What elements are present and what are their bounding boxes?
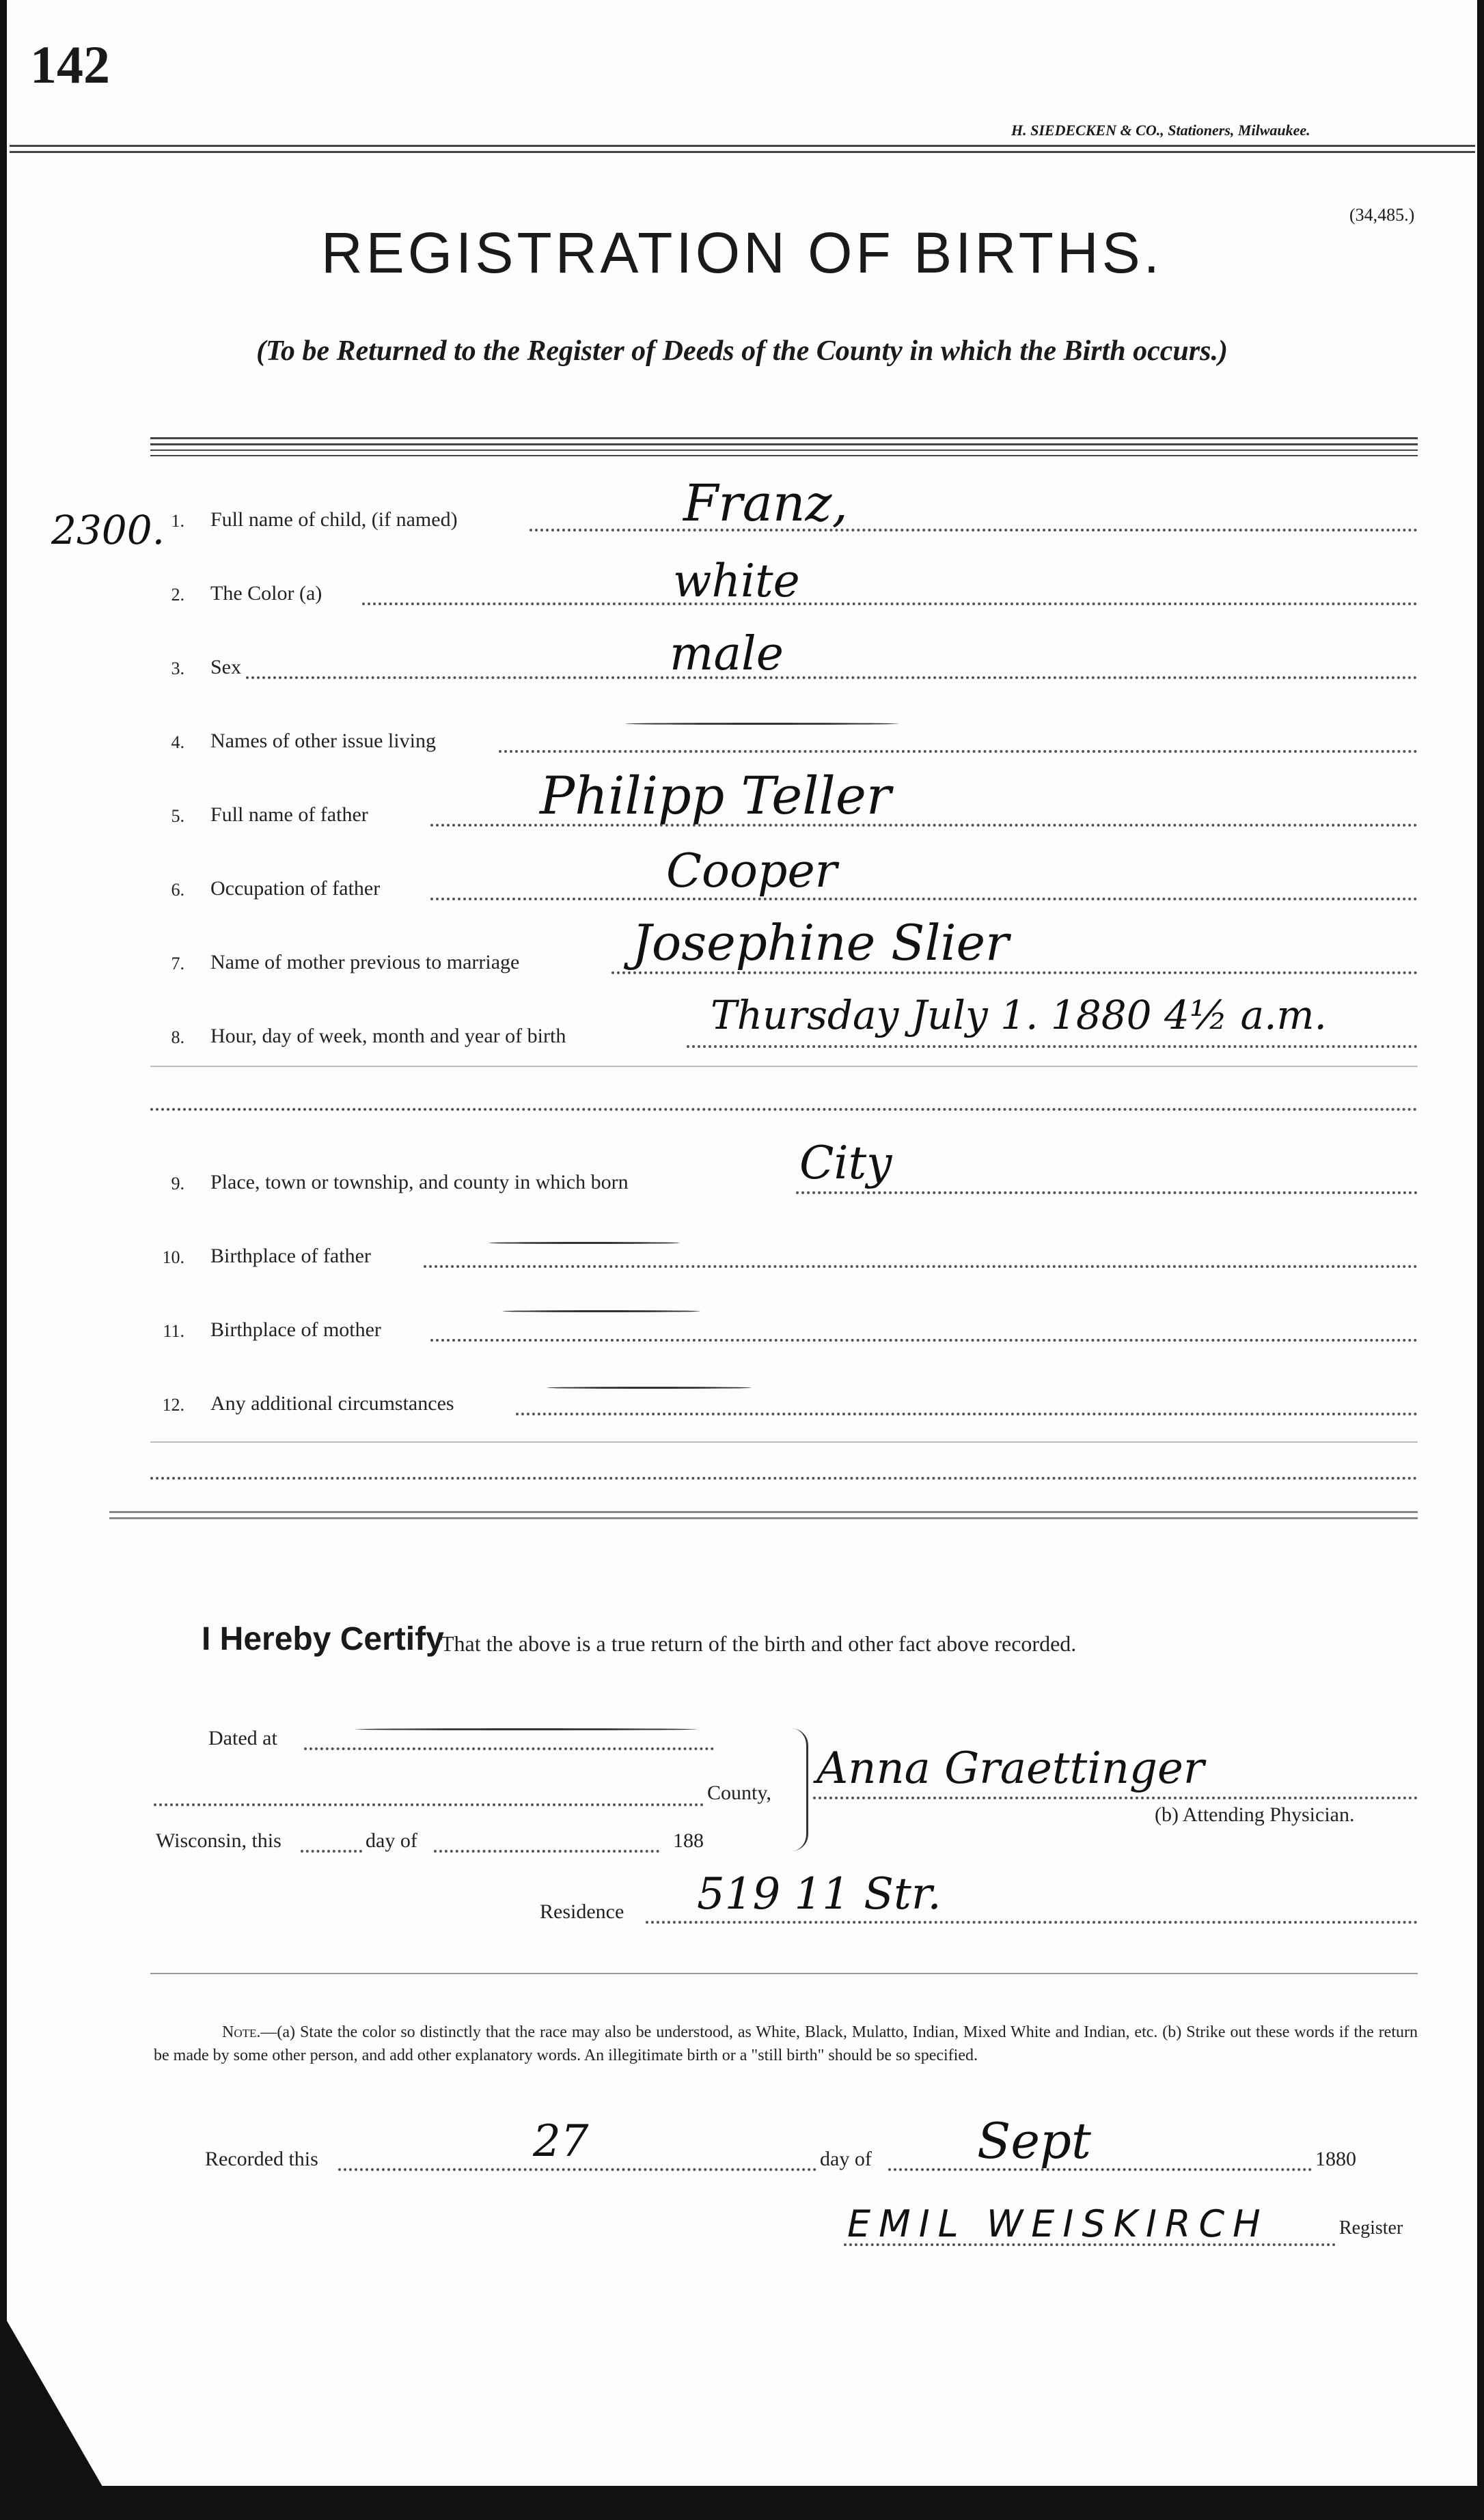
field-dotted-line [246,676,1418,679]
field-number: 3. [171,659,184,678]
scan-corner-bottom-left [0,2309,102,2487]
day-line [301,1850,362,1853]
ruled-line [150,1066,1418,1067]
certify-heading: I Hereby Certify [202,1621,444,1657]
field-dotted-line [612,971,1418,974]
note-paragraph [154,2021,1418,2067]
residence-label: Residence [540,1900,624,1923]
field-number: 1. [171,511,184,531]
section-double-rule [109,1511,1418,1519]
ruled-line [150,1973,1418,1974]
ruled-line [150,1441,1418,1443]
residence-line [646,1921,1418,1924]
field-label: Name of mother previous to marriage [210,951,520,973]
residence-value: 519 11 Str. [697,1869,942,1920]
field-12-continuation-line [150,1477,1418,1480]
field-value-birth-time: Thursday July 1. 1880 4½ a.m. [711,992,1327,1038]
record-number: 2300. [51,507,165,553]
title-double-rule [150,437,1418,445]
field-label: Birthplace of father [210,1245,371,1267]
field-8-continuation-line [150,1108,1418,1111]
certify-text: That the above is a true return of the birth and other fact above recorded. [441,1631,1077,1656]
field-value-father-occupation: Cooper [666,844,838,898]
field-number: 8. [171,1027,184,1047]
field-label: Place, town or township, and county in which born [210,1171,629,1193]
field-label: Names of other issue living [210,730,436,752]
field-dotted-line [687,1045,1418,1048]
blank-dash-stroke [355,1728,697,1730]
field-label: Any additional circumstances [210,1392,454,1415]
register-label: Register [1339,2217,1403,2239]
field-label: Hour, day of week, month and year of birth [210,1025,566,1047]
county-label: County, [707,1782,771,1804]
field-dotted-line [430,898,1418,900]
document-title: REGISTRATION OF BIRTHS. [321,221,1163,285]
field-number: 4. [171,732,184,752]
recorded-day-of-label: day of [820,2148,872,2170]
certify-brace [791,1728,808,1851]
field-value-child-name: Franz, [683,474,849,533]
field-dotted-line [516,1413,1418,1415]
recorded-day: 27 [533,2116,589,2167]
blank-dash-stroke [502,1310,700,1312]
field-label: Full name of father [210,803,368,826]
note-text: (a) State the color so distinctly that the race may also be understood, as White, Black, Mulatto, Indian, Mixed White and Indian, etc. (b) Strike out these words if the return be made by some other person, and add other explanatory words. An illegitimate birth or a "still birth" should be so specified. [154,2023,1418,2064]
field-label: Sex [210,656,241,678]
register-signature: EMIL WEISKIRCH [847,2202,1269,2245]
field-dotted-line [530,529,1418,531]
field-number: 9. [171,1174,184,1193]
field-number: 2. [171,585,184,605]
scan-edge-left [0,0,7,2520]
physician-signature: Anna Graettinger [816,1743,1205,1794]
field-label: Birthplace of mother [210,1318,381,1341]
recorded-year: 1880 [1315,2148,1356,2170]
month-line [434,1850,659,1853]
field-dotted-line [796,1191,1418,1194]
wisconsin-this-label: Wisconsin, this [156,1829,281,1852]
field-number: 11. [163,1321,184,1341]
page-number: 142 [30,35,110,94]
form-code: (34,485.) [1349,205,1415,225]
day-of-label: day of [366,1829,417,1852]
field-value-color: white [673,555,800,607]
scan-edge-bottom [0,2486,1484,2520]
document-subtitle: (To be Returned to the Register of Deeds of the County in which the Birth occurs.) [256,335,1228,367]
field-value-birthplace: City [799,1137,892,1189]
recorded-day-line [338,2168,816,2171]
physician-line [813,1797,1418,1799]
publisher-imprint: H. SIEDECKEN & CO., Stationers, Milwaukee. [1011,122,1310,139]
field-label: Full name of child, (if named) [210,508,458,531]
field-number: 10. [162,1247,184,1267]
field-dotted-line [499,750,1418,753]
field-number: 5. [171,806,184,826]
recorded-month: Sept [977,2112,1091,2170]
dated-at-line [304,1747,714,1750]
field-number: 6. [171,880,184,900]
header-double-rule [10,145,1475,153]
field-dotted-line [424,1265,1418,1268]
blank-dash-stroke [625,723,898,725]
attending-physician-label: (b) Attending Physician. [1155,1803,1355,1826]
county-line [154,1803,704,1806]
recorded-this-label: Recorded this [205,2148,318,2170]
title-double-rule-2 [150,449,1418,456]
scan-edge-right [1477,0,1484,2520]
blank-dash-stroke [489,1242,680,1244]
field-dotted-line [430,1339,1418,1342]
dated-at-label: Dated at [208,1727,277,1749]
field-label: The Color (a) [210,582,322,605]
register-line [844,2243,1336,2246]
note-lead: Note.— [222,2023,277,2041]
blank-dash-stroke [547,1387,752,1389]
field-value-mother-maiden-name: Josephine Slier [632,914,1009,971]
recorded-month-line [888,2168,1312,2171]
field-value-sex: male [670,627,784,681]
field-number: 12. [162,1395,184,1415]
year-prefix: 188 [673,1829,704,1852]
field-value-father-name: Philipp Teller [540,765,892,826]
field-label: Occupation of father [210,877,381,900]
field-dotted-line [362,603,1418,605]
field-number: 7. [171,954,184,973]
